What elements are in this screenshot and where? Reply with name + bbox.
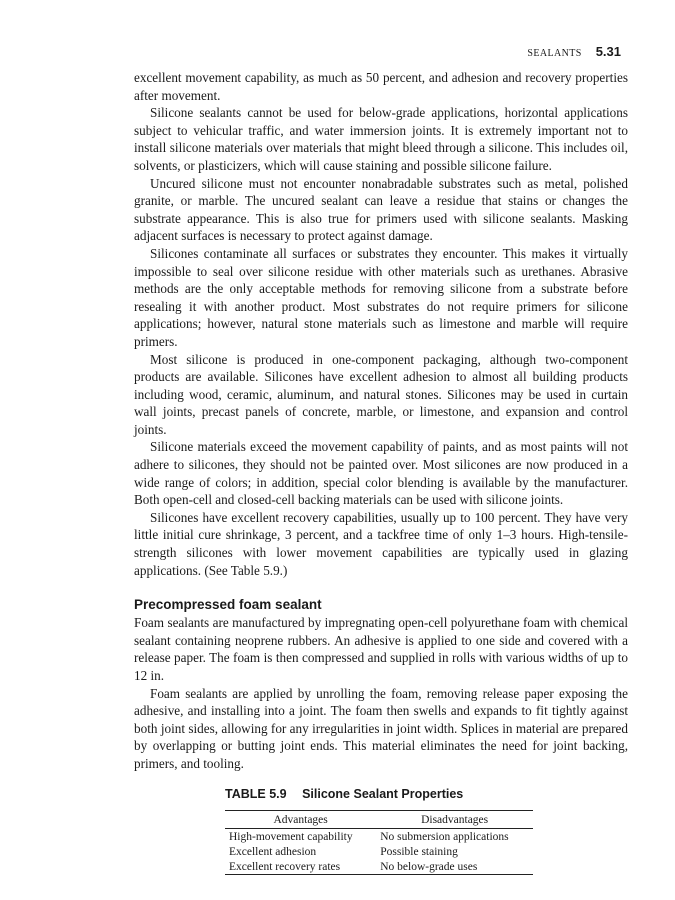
table-number: TABLE 5.9 <box>225 786 287 801</box>
table-cell: Possible staining <box>380 845 458 858</box>
running-head-section: SEALANTS <box>527 48 582 59</box>
body-paragraph: Uncured silicone must not encounter nonabradable substrates such as metal, polished granite, or marble. The uncured sealant can leave a residue that stains or changes the substrate appearance. This is also true for primers used with silicone sealants. Masking adjacent surfaces is necessary to protect against damage. <box>134 175 628 244</box>
body-paragraph: Silicones have excellent recovery capabilities, usually up to 100 percent. They have very little initial cure shrinkage, 3 percent, and a tackfree time of only 1–3 hours. High-tensile-strength silicones with lower movement capabilities are typically used in glazing applications. (See Table 5.9.) <box>134 509 628 578</box>
body-paragraph: Foam sealants are applied by unrolling the foam, removing release paper exposing the adhesive, and installing into a joint. The foam then swells and expands to fit tightly against both joint sides, allowing for any irregularities in joint width. Splices in material are prepared by overlapping or butting joint ends. This material eliminates the need for joint backing, primers, and tooling. <box>134 685 628 771</box>
table-cell: Excellent recovery rates <box>225 859 376 875</box>
body-paragraph: Foam sealants are manufactured by impregnating open-cell polyurethane foam with chemical sealant containing neoprene rubbers. An adhesive is applied to one side and covered with a release paper. The foam is then compressed and supplied in rolls with various widths of up to 12 in. <box>134 615 628 683</box>
section-heading: Precompressed foam sealant <box>134 597 322 613</box>
running-head <box>527 44 621 59</box>
body-paragraph: Most silicone is produced in one-component packaging, although two-component products are available. Silicones have excellent adhesion to almost all building products including wood, ceramic, aluminum, and natural stones. Silicones may be used in curtain wall joints, precast panels of concrete, marble, or limestone, and expansion and control joints. <box>134 351 628 437</box>
table-title: Silicone Sealant Properties <box>302 786 464 801</box>
table-header-row <box>225 810 533 828</box>
table-cell: High-movement capability <box>229 830 353 843</box>
silicone-properties-table <box>225 810 533 875</box>
table-row <box>225 828 533 844</box>
column-header-advantages: Advantages <box>225 810 376 828</box>
column-header-disadvantages: Disadvantages <box>376 810 533 828</box>
body-paragraph: excellent movement capability, as much as 50 percent, and adhesion and recovery properties after movement. <box>134 70 628 103</box>
table-row <box>225 844 533 859</box>
table-caption <box>225 786 628 802</box>
body-paragraph: Silicones contaminate all surfaces or substrates they encounter. This makes it virtually impossible to seal over silicone residue with other materials such as urethanes. Abrasive methods are the only acceptable methods for removing silicone from a substrate before resealing it with another product. Most substrates do not require primers for silicone applications; however, natural stone materials such as limestone and marble will require primers. <box>134 245 628 349</box>
table-cell: No below-grade uses <box>376 859 533 875</box>
page-number: 5.31 <box>595 44 621 59</box>
body-paragraph: Silicone sealants cannot be used for below-grade applications, horizontal applications subject to vehicular traffic, and water immersion joints. It is extremely important not to install silicone materials over materials that might bleed through a silicone. This includes oil, solvents, or plasticizers, which will cause staining and possible silicone failure. <box>134 105 628 173</box>
table-cell: No submersion applications <box>380 830 509 843</box>
body-paragraph: Silicone materials exceed the movement capability of paints, and as most paints will not adhere to silicones, they should not be painted over. Most silicones are now produced in a wide range of colors; in addition, special color blending is available by the manufacturer. Both open-cell and closed-cell backing materials can be used with silicone joints. <box>134 439 628 508</box>
table-cell: Excellent adhesion <box>229 845 317 858</box>
page-body <box>134 69 628 875</box>
table-row <box>225 859 533 875</box>
